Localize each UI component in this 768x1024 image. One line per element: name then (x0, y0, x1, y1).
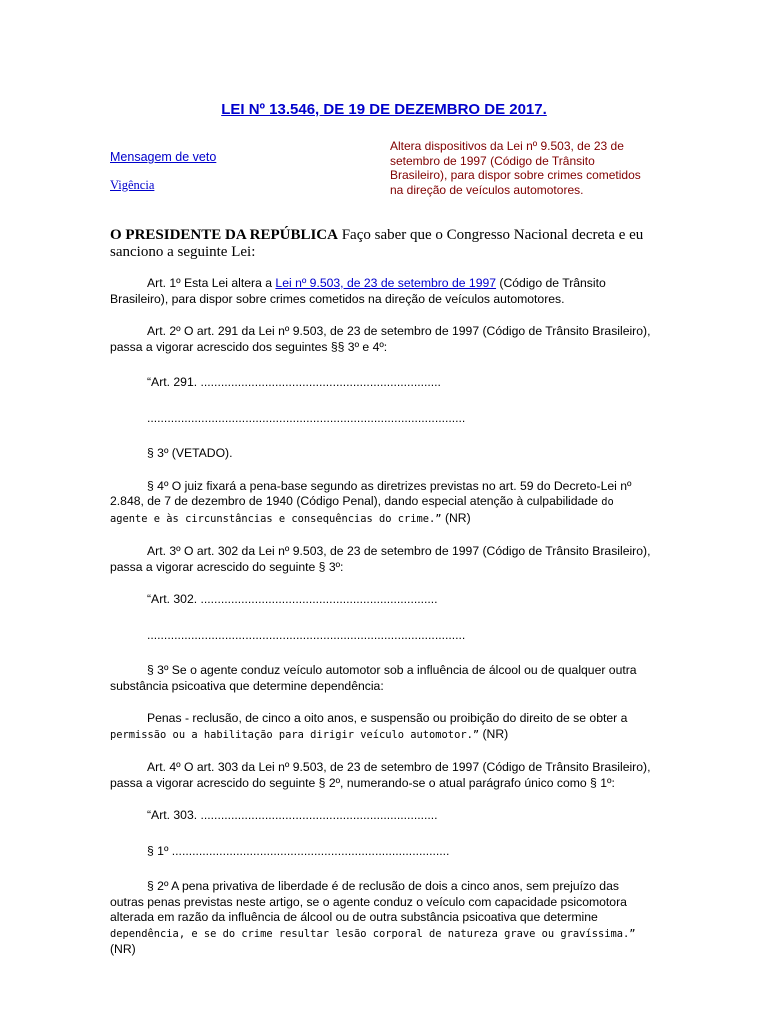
omitted-text-dots: .............................................................................................. (147, 627, 466, 642)
paragraph-1-art-303: § 1º .................................................................................. (147, 843, 450, 858)
paragraph-3-vetado: § 3º (VETADO). (147, 446, 233, 460)
side-links (110, 150, 216, 193)
veto-message-link[interactable]: Mensagem de veto (110, 150, 217, 164)
article-1-text-end: (Código de Trânsito Brasileiro), para dispor sobre crimes cometidos na direção de veículos automotores. (110, 276, 606, 306)
article-1-text: Art. 1º Esta Lei altera a (147, 276, 276, 290)
nr-marker: (NR) (110, 942, 136, 956)
art-302-heading: “Art. 302. ...................................................................... (147, 592, 438, 606)
paragraph-4-text: § 4º O juiz fixará a pena-base segundo as diretrizes previstas no art. 59 do Decreto-Lei nº 2.848, de 7 de dezembro de 1940 (Código Penal), dando especial atenção à culpabilidade (110, 478, 632, 508)
nr-marker: (NR) (479, 726, 509, 741)
article-3: Art. 3º O art. 302 da Lei nº 9.503, de 23 de setembro de 1997 (Código de Trânsito Brasileiro), passa a vigorar acrescido do seguinte § 3º: (110, 544, 651, 574)
paragraph-2-art-303 (110, 879, 655, 958)
penas-text-mono: permissão ou a habilitação para dirigir veículo automotor.” (110, 728, 480, 741)
penas-text: Penas - reclusão, de cinco a oito anos, e suspensão ou proibição do direito de se obter a (147, 711, 628, 725)
paragraph-2-text-mono: dependência, e se do crime resultar lesão corporal de natureza grave ou gravíssima.” (110, 927, 636, 940)
law-body (110, 276, 655, 975)
nr-marker: (NR) (441, 510, 471, 525)
art-291-heading: “Art. 291. ....................................................................... (147, 375, 441, 389)
omitted-text-dots: .............................................................................................. (147, 410, 466, 425)
art-303-heading: “Art. 303. ...................................................................... (147, 808, 438, 822)
ementa: Altera dispositivos da Lei nº 9.503, de 23 de setembro de 1997 (Código de Trânsito Brasileiro), para dispor sobre crimes cometidos na direção de veículos automotores. (390, 139, 641, 197)
law-title: LEI Nº 13.546, DE 19 DE DEZEMBRO DE 2017. (221, 101, 547, 118)
paragraph-4 (110, 479, 655, 528)
preamble (110, 227, 650, 261)
preamble-text: Faço saber que o Congresso Nacional decreta e eu sanciono a seguinte Lei: (110, 227, 644, 260)
paragraph-2-text: § 2º A pena privativa de liberdade é de reclusão de dois a cinco anos, sem prejuízo das outras penas previstas neste artigo, se o agente conduz o veículo com capacidade psicomotora alterada em razão da influência de álcool ou de outra substância psicoativa que determine (110, 879, 627, 924)
vigencia-link[interactable]: Vigência (110, 178, 155, 192)
article-2: Art. 2º O art. 291 da Lei nº 9.503, de 23 de setembro de 1997 (Código de Trânsito Brasileiro), passa a vigorar acrescido dos seguintes §§ 3º e 4º: (110, 324, 651, 354)
article-4: Art. 4º O art. 303 da Lei nº 9.503, de 23 de setembro de 1997 (Código de Trânsito Brasileiro), passa a vigorar acrescido do seguinte § 2º, numerando-se o atual parágrafo único como § 1º: (110, 760, 651, 790)
paragraph-3-art-302: § 3º Se o agente conduz veículo automotor sob a influência de álcool ou de qualquer outra substância psicoativa que determine dependência: (110, 663, 637, 693)
paragraph-4-text-mono: do agente e às circunstâncias e consequências do crime.” (110, 496, 614, 525)
preamble-president: O PRESIDENTE DA REPÚBLICA (110, 227, 338, 243)
lei-9503-link[interactable]: Lei nº 9.503, de 23 de setembro de 1997 (275, 276, 497, 290)
penas (110, 711, 655, 743)
article-1 (110, 276, 655, 307)
